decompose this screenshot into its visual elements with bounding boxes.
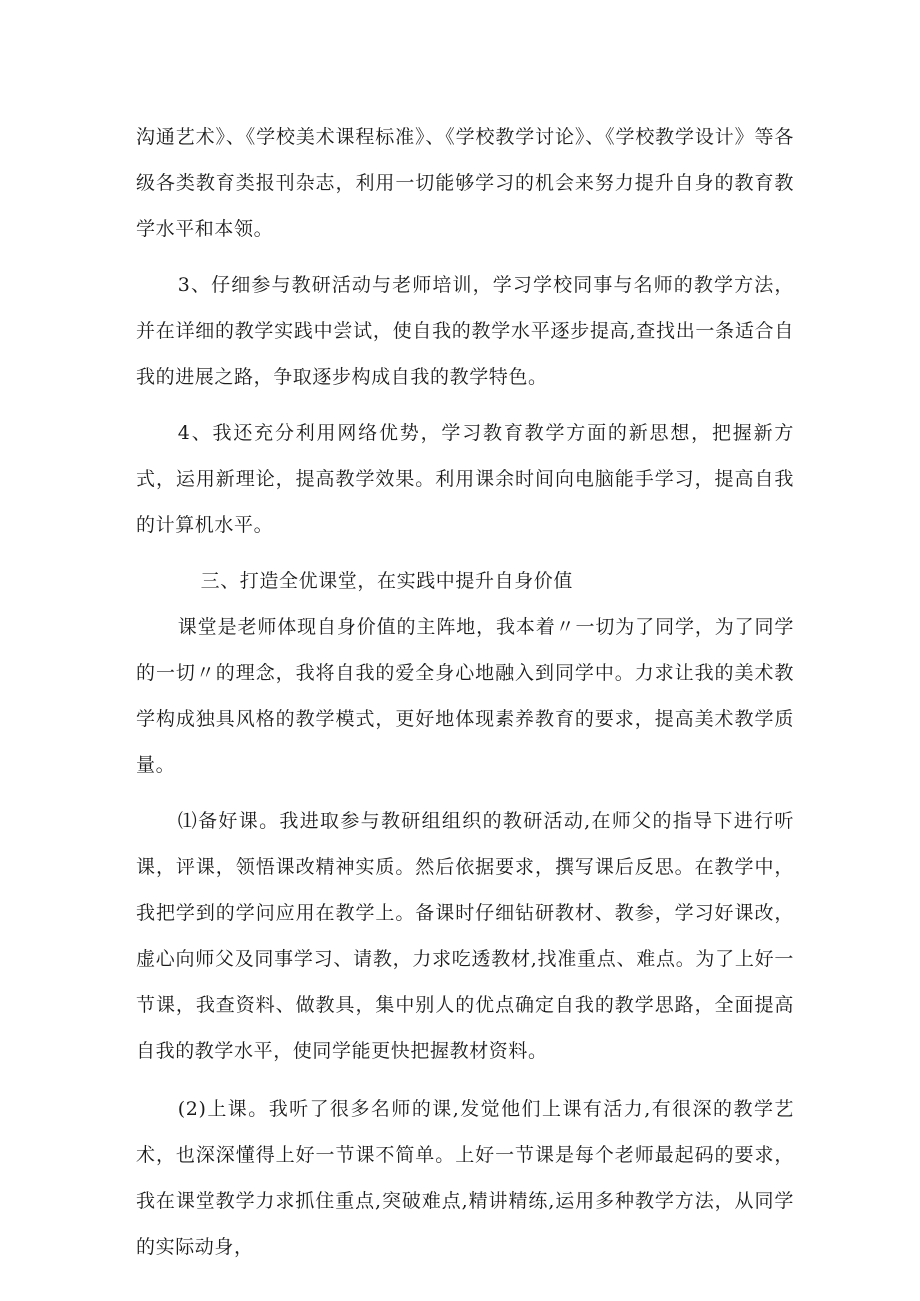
paragraph-continuation: 沟通艺术》、《学校美术课程标准》、《学校教学讨论》、《学校教学设计》等各级各类教育类报刊杂志，利用一切能够学习的机会来努力提升自身的教育教学水平和本领。	[136, 126, 794, 240]
paragraph-classroom: 课堂是老师体现自身价值的主阵地，我本着〃一切为了同学，为了同学的一切〃的理念，我将自我的爱全身心地融入到同学中。力求让我的美术教学构成独具风格的教学模式，更好地体现素养教育的要求，提高美术教学质量。	[136, 616, 794, 776]
document-body	[136, 114, 794, 1270]
paragraph-item-4: 4、我还充分利用网络优势，学习教育教学方面的新思想，把握新方式，运用新理论，提高教学效果。利用课余时间向电脑能手学习，提高自我的计算机水平。	[136, 422, 794, 536]
paragraph-teach-lesson: (2)上课。我听了很多名师的课,发觉他们上课有活力,有很深的教学艺术，也深深懂得上好一节课不简单。上好一节课是每个老师最起码的要求，我在课堂教学力求抓住重点,突破难点,精讲精练,运用多种教学方法，从同学的实际动身，	[136, 1098, 794, 1258]
section-heading: 三、打造全优课堂，在实践中提升自身价值	[200, 570, 573, 592]
paragraph-item-3: 3、仔细参与教研活动与老师培训，学习学校同事与名师的教学方法，并在详细的教学实践中尝试，使自我的教学水平逐步提高,查找出一条适合自我的进展之路，争取逐步构成自我的教学特色。	[136, 274, 794, 388]
paragraph-prepare-lesson: ⑴备好课。我进取参与教研组组织的教研活动,在师父的指导下进行听课，评课，领悟课改精神实质。然后依据要求，撰写课后反思。在教学中，我把学到的学问应用在教学上。备课时仔细钻研教材、教参，学习好课改，虚心向师父及同事学习、请教，力求吃透教材,找准重点、难点。为了上好一节课，我查资料、做教具，集中别人的优点确定自我的教学思路，全面提高自我的教学水平，使同学能更快把握教材资料。	[136, 810, 794, 1062]
